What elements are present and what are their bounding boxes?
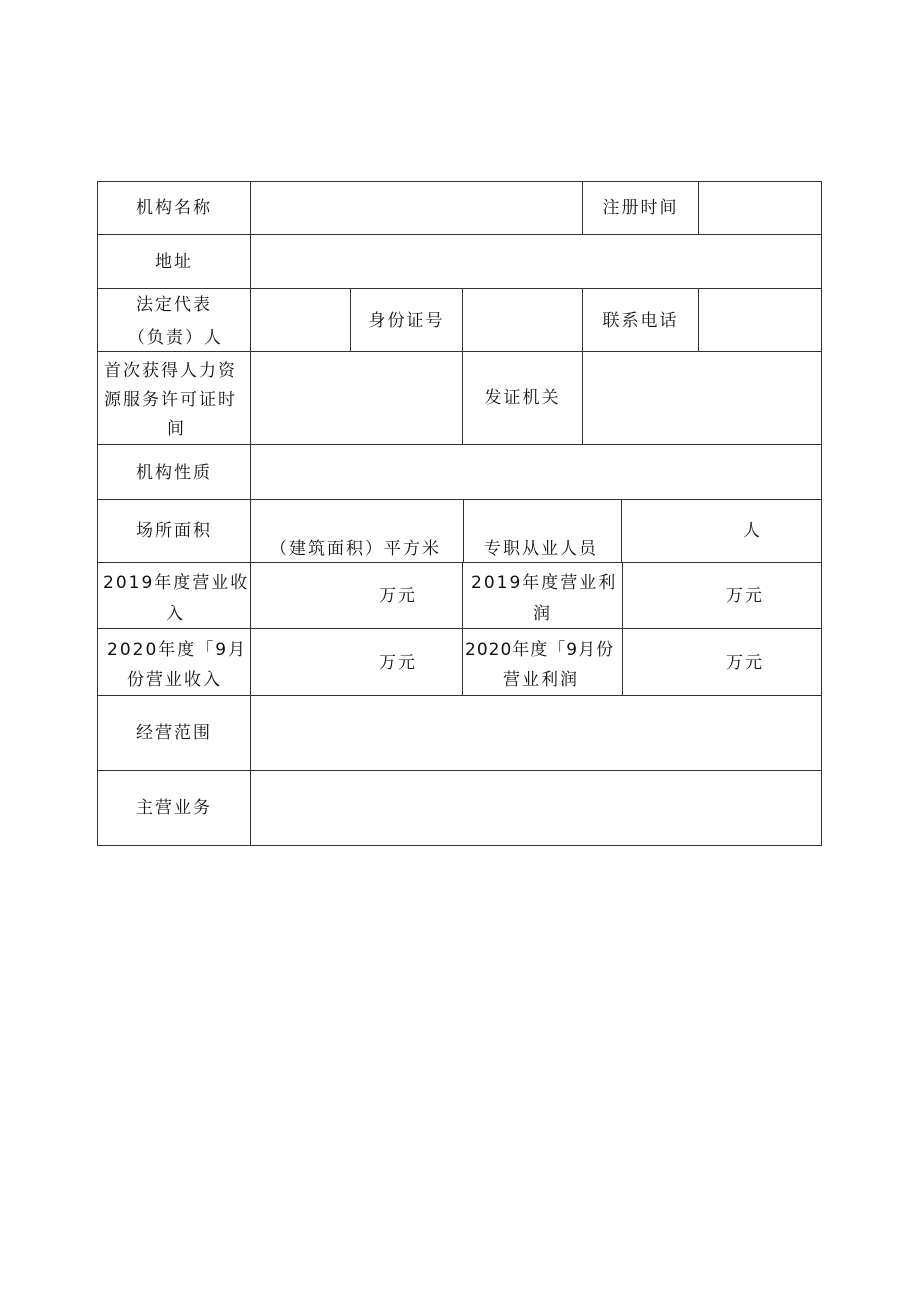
main-business-field[interactable] xyxy=(251,771,821,845)
scope-field[interactable] xyxy=(251,696,821,770)
revenue-2020-label-line2: 份营业收入 xyxy=(127,670,222,690)
address-label: 地址 xyxy=(155,252,193,272)
first-license-label-line2: 源服务许可证时 xyxy=(104,390,237,410)
column-divider xyxy=(463,499,464,563)
area-label: 场所面积 xyxy=(136,521,212,541)
profit-2019-label-line2: 润 xyxy=(533,604,552,624)
phone-field[interactable] xyxy=(699,289,821,351)
nature-label: 机构性质 xyxy=(136,463,212,483)
revenue-2019-label-line2: 入 xyxy=(166,604,185,624)
profit-2019-label-line1: 2019年度营业利 xyxy=(471,573,618,593)
revenue-2019-label-line1: 2019年度营业收 xyxy=(103,573,250,593)
address-field[interactable] xyxy=(251,235,821,288)
area-unit-text: （建筑面积）平方米 xyxy=(270,539,441,559)
scope-label: 经营范围 xyxy=(136,723,212,743)
profit-2020-label-line1: 2020年度「9月份 xyxy=(465,640,615,660)
org-name-label: 机构名称 xyxy=(136,198,212,218)
revenue-2020-field[interactable] xyxy=(251,629,462,695)
revenue-2019-field[interactable] xyxy=(251,563,462,628)
revenue-2020-unit: 万元 xyxy=(379,653,417,673)
staff-label: 专职从业人员 xyxy=(484,539,598,559)
phone-label: 联系电话 xyxy=(602,311,679,331)
profit-2019-unit: 万元 xyxy=(726,586,764,606)
staff-count-field[interactable] xyxy=(622,500,821,562)
revenue-2019-unit: 万元 xyxy=(379,586,417,606)
issuer-field[interactable] xyxy=(583,352,821,444)
legal-rep-label-line2: （负责）人 xyxy=(128,328,223,348)
profit-2020-unit: 万元 xyxy=(726,653,764,673)
first-license-label-line3: 间 xyxy=(167,419,186,439)
profit-2020-field[interactable] xyxy=(623,629,821,695)
column-divider xyxy=(462,562,463,696)
legal-rep-label-line1: 法定代表 xyxy=(136,295,212,315)
org-name-field[interactable] xyxy=(251,182,582,234)
staff-unit-text: 人 xyxy=(743,521,762,541)
legal-rep-field[interactable] xyxy=(251,289,350,351)
issuer-label: 发证机关 xyxy=(484,388,561,408)
reg-time-label: 注册时间 xyxy=(602,198,679,218)
id-number-field[interactable] xyxy=(463,289,582,351)
nature-field[interactable] xyxy=(251,445,821,499)
profit-2020-label-line2: 营业利润 xyxy=(503,670,579,690)
first-license-label-line1: 首次获得人力资 xyxy=(104,361,237,381)
profit-2019-field[interactable] xyxy=(623,563,821,628)
main-business-label: 主营业务 xyxy=(136,798,212,818)
id-number-label: 身份证号 xyxy=(368,311,445,331)
reg-time-field[interactable] xyxy=(699,182,821,234)
first-license-time-field[interactable] xyxy=(251,352,462,444)
revenue-2020-label-line1: 2020年度「9月 xyxy=(107,640,248,660)
